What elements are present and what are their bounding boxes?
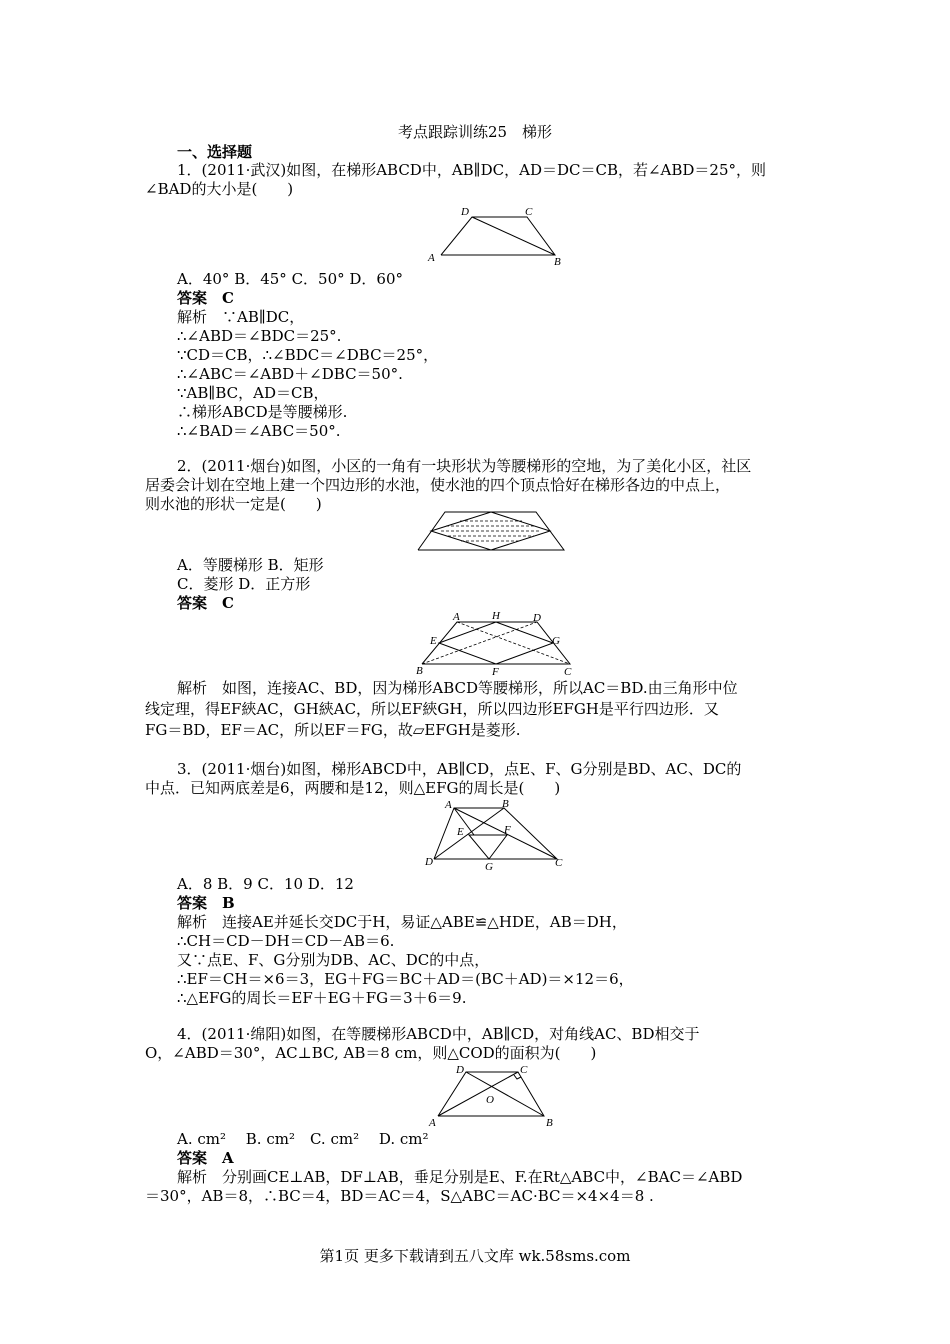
q2-sol-label-d: D: [533, 612, 541, 624]
q3-answer: 答案 B: [177, 894, 235, 912]
q3-label-a: A: [445, 799, 452, 811]
q3-label-g: G: [485, 861, 493, 873]
section-heading: 一、选择题: [177, 143, 253, 161]
q3-stem-line2: 中点．已知两底差是6，两腰和是12，则△EFG的周长是( ): [145, 779, 561, 797]
q3-explain-line: ∴EF＝CH＝×6＝3，EG＋FG＝BC＋AD＝(BC＋AD)＝×12＝6，: [177, 970, 634, 988]
q1-figure: [420, 205, 570, 267]
q2-stem-line1: 2．(2011·烟台)如图，小区的一角有一块形状为等腰梯形的空地，为了美化小区，社区: [177, 457, 752, 475]
q2-sol-label-f: F: [492, 666, 499, 678]
q1-label-b: B: [554, 256, 561, 268]
page-footer: 第1页 更多下载请到五八文库 wk.58sms.com: [319, 1247, 631, 1265]
q4-stem-line2: O，∠ABD＝30°，AC⊥BC, AB＝8 cm，则△COD的面积为( ): [145, 1044, 597, 1062]
q4-figure: [426, 1062, 562, 1128]
q3-label-e: E: [457, 826, 464, 838]
q1-explain-line: ∴∠ABD＝∠BDC＝25°.: [177, 327, 342, 345]
q1-explain-line: ∴∠ABC＝∠ABD＋∠DBC＝50°.: [177, 365, 403, 383]
q1-explain-line: ∴梯形ABCD是等腰梯形.: [177, 403, 348, 421]
q2-stem-line3: 则水池的形状一定是( ): [145, 495, 322, 513]
q2-explain-line1: 解析 如图，连接AC、BD，因为梯形ABCD等腰梯形，所以AC＝BD.由三角形中位: [177, 679, 738, 697]
q2-sol-trapezoid: [422, 622, 570, 664]
q4-label-a: A: [429, 1117, 436, 1129]
q4-label-d: D: [456, 1064, 464, 1076]
q2-sol-label-h: H: [492, 610, 500, 622]
q1-label-d: D: [461, 206, 469, 218]
q1-label-a: A: [428, 252, 435, 264]
q1-explain-line: 解析 ∵AB∥DC，: [177, 308, 305, 326]
q2-sol-label-a: A: [453, 611, 460, 623]
q2-solution-figure: [412, 609, 582, 677]
q3-trapezoid: [434, 808, 557, 859]
q1-stem-line2: ∠BAD的大小是( ): [145, 180, 294, 198]
q1-stem-line1: 1．(2011·武汉)如图，在梯形ABCD中，AB∥DC，AD＝DC＝CB，若∠ABD＝25°，则: [177, 161, 767, 179]
q3-explain-line: 又∵点E、F、G分别为DB、AC、DC的中点，: [177, 951, 490, 969]
q2-sol-efgh: [439, 622, 553, 664]
q3-figure: [424, 799, 566, 875]
q2-answer: 答案 C: [177, 594, 234, 612]
q2-sol-label-g: G: [552, 635, 560, 647]
q2-explain-line2: 线定理，得EF綊AC，GH綊AC，所以EF綊GH，所以四边形EFGH是平行四边形．又: [145, 700, 719, 718]
q4-answer: 答案 A: [177, 1149, 234, 1167]
q3-label-b: B: [502, 798, 509, 810]
q1-diagonal-bd: [472, 217, 555, 255]
q3-explain-line: ∴△EFG的周长＝EF＋EG＋FG＝3＋6＝9.: [177, 989, 467, 1007]
q1-explain-line: ∴∠BAD＝∠ABC＝50°.: [177, 422, 341, 440]
q4-options: A. cm² B. cm² C. cm² D. cm²: [177, 1130, 429, 1148]
q4-explain-line2: ＝30°，AB＝8，∴BC＝4，BD＝AC＝4，S△ABC＝AC·BC＝×4×4＝8 .: [145, 1187, 654, 1205]
q2-figure: [416, 509, 568, 553]
q3-stem-line1: 3．(2011·烟台)如图，梯形ABCD中，AB∥CD，点E、F、G分别是BD、AC、DC的: [177, 760, 742, 778]
q3-explain-line: 解析 连接AE并延长交DC于H，易证△ABE≌△HDE，AB＝DH，: [177, 913, 627, 931]
q2-explain-line3: FG＝BD，EF＝AC，所以EF＝FG，故▱EFGH是菱形.: [145, 721, 521, 739]
q4-label-b: B: [546, 1117, 553, 1129]
q4-stem-line1: 4．(2011·绵阳)如图，在等腰梯形ABCD中，AB∥CD，对角线AC、BD相交于: [177, 1025, 700, 1043]
q2-sol-label-e: E: [430, 635, 437, 647]
q4-explain-line1: 解析 分别画CE⊥AB，DF⊥AB，垂足分别是E、F.在Rt△ABC中，∠BAC＝∠ABD: [177, 1168, 743, 1186]
q3-options: A．8 B．9 C．10 D．12: [177, 875, 354, 893]
q1-answer: 答案 C: [177, 289, 234, 307]
q1-label-c: C: [525, 206, 533, 218]
q1-explain-line: ∵AB∥BC，AD＝CB，: [177, 384, 329, 402]
q1-explain-line: ∵CD＝CB，∴∠BDC＝∠DBC＝25°，: [177, 346, 439, 364]
q1-trapezoid: [441, 217, 555, 255]
q3-label-d: D: [425, 856, 433, 868]
q3-label-f: F: [504, 824, 511, 836]
page-title: 考点跟踪训练25 梯形: [397, 123, 553, 141]
q2-options-line2: C．菱形 D．正方形: [177, 575, 311, 593]
q4-label-c: C: [520, 1064, 528, 1076]
q2-stem-line2: 居委会计划在空地上建一个四边形的水池，使水池的四个顶点恰好在梯形各边的中点上，: [145, 476, 731, 494]
q4-label-o: O: [486, 1094, 494, 1106]
q3-triangle-efg: [469, 835, 507, 859]
q1-options: A．40° B．45° C．50° D．60°: [177, 270, 404, 288]
q2-sol-label-b: B: [416, 665, 423, 677]
q3-label-c: C: [555, 857, 563, 869]
q2-sol-label-c: C: [564, 666, 572, 678]
q2-options-line1: A．等腰梯形 B．矩形: [177, 556, 324, 574]
q3-explain-line: ∴CH＝CD－DH＝CD－AB＝6.: [177, 932, 395, 950]
